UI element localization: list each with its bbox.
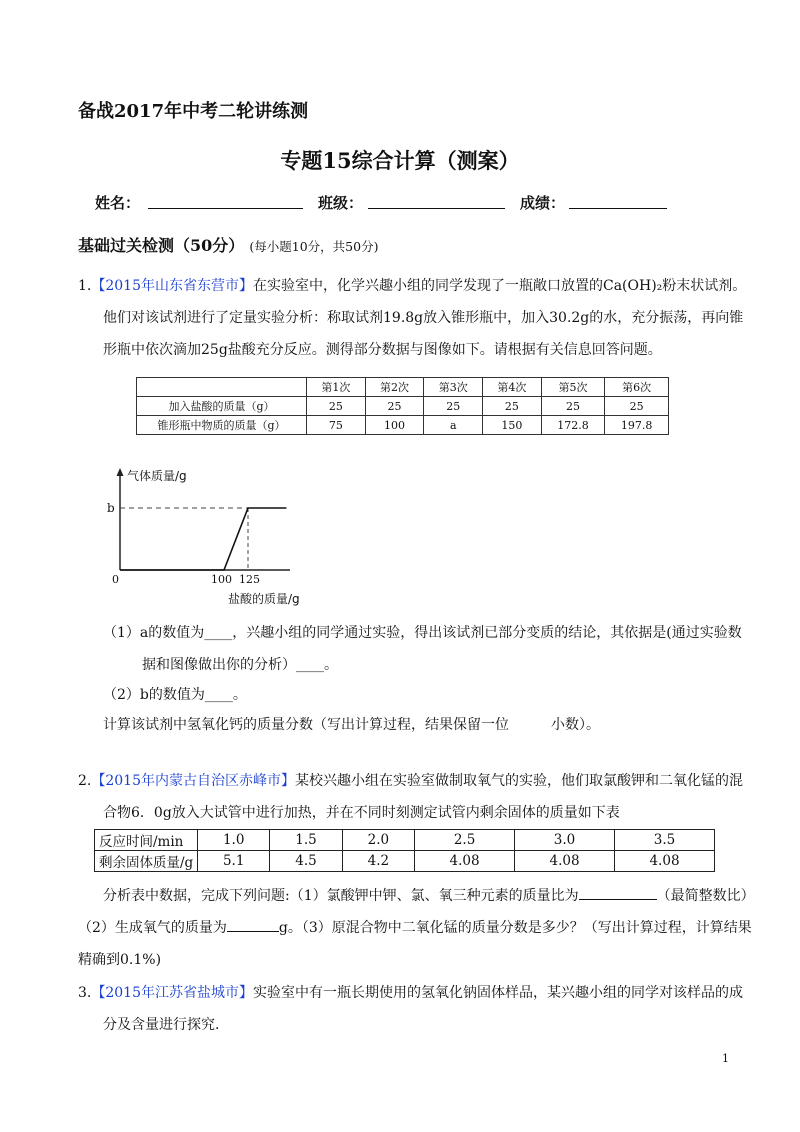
q2-source: 【2015年内蒙古自治区赤峰市】 [91,773,295,789]
table-header-cell: 第5次 [541,378,605,397]
table-cell: 172.8 [541,416,605,435]
table-cell: 5.1 [198,851,270,872]
q1-number: 1. [78,278,92,294]
q1-source: 【2015年山东省东营市】 [91,278,253,294]
q1-data-table [136,377,669,435]
table-cell: 25 [483,397,542,416]
origin-label: 0 [112,573,119,586]
name-label: 姓名： [95,194,141,212]
table-row [95,830,715,851]
table-header-cell: 第2次 [365,378,424,397]
table-cell: 4.5 [270,851,342,872]
table-header-cell: 第6次 [605,378,669,397]
q2-answer-blank-oxygen[interactable] [227,931,279,932]
y-axis-arrow [117,468,124,476]
table-cell: 197.8 [605,416,669,435]
table-cell: 75 [307,416,366,435]
q3-number: 3. [78,985,92,1001]
table-cell: 加入盐酸的质量（g） [137,397,307,416]
section-heading: 基础过关检测（50分） [78,236,245,255]
x-tick-125: 125 [239,573,260,586]
q2-data-table [94,829,715,872]
header-text: 备战2017年中考二轮讲练测 [78,101,309,122]
table-cell: 4.08 [515,851,615,872]
y-axis-label: 气体质量/g [127,469,187,483]
table-cell: 2.0 [342,830,414,851]
x-tick-100: 100 [211,573,232,586]
series-line [120,508,286,570]
table-cell: 锥形瓶中物质的质量（g） [137,416,307,435]
section-note: (每小题10分，共50分) [249,239,379,254]
q2-text3b: （最简整数比） [656,888,755,904]
q1-table-header-row [137,378,669,397]
q2-text3a: 分析表中数据，完成下列问题:（1）氯酸钾中钾、氯、氧三种元素的质量比为 [103,888,579,904]
table-cell: 25 [307,397,366,416]
table-cell: 4.08 [615,851,715,872]
q1-line1 [78,276,746,296]
table-cell: 25 [605,397,669,416]
table-cell: 剩余固体质量/g [95,851,198,872]
q1-sub3: 计算该试剂中氢氧化钙的质量分数（写出计算过程，结果保留一位 小数）。 [103,717,600,733]
table-cell: 25 [424,397,483,416]
table-header-cell: 第3次 [424,378,483,397]
section-heading-row [78,233,378,256]
table-cell: 25 [541,397,605,416]
q2-line1 [78,771,743,791]
class-blank[interactable] [368,208,505,209]
q1-sub1-b: 据和图像做出你的分析）____。 [142,657,338,673]
table-cell: 25 [365,397,424,416]
q2-line5: 精确到0.1%) [78,952,162,968]
page-title: 专题15综合计算（测案） [280,148,520,173]
q2-line3 [103,886,755,906]
table-cell: 4.2 [342,851,414,872]
q1-sub1-a: （1）a的数值为____，兴趣小组的同学通过实验，得出该试剂已部分变质的结论，其依据是(通过实验数 [103,625,742,641]
q2-text4b: g。（3）原混合物中二氧化锰的质量分数是多少？（写出计算过程，计算结果 [278,920,752,936]
table-cell: 1.5 [270,830,342,851]
q1-text1: 在实验室中，化学兴趣小组的同学发现了一瓶敞口放置的Ca(OH)₂粉末状试剂。 [253,278,747,294]
q3-line1 [78,983,743,1003]
q1-sub2: （2）b的数值为____。 [103,687,247,703]
q2-text4a: （2）生成氧气的质量为 [78,920,227,936]
table-cell: 3.0 [515,830,615,851]
q2-answer-blank-ratio[interactable] [579,899,657,900]
table-cell: 4.08 [415,851,515,872]
y-tick-b: b [107,501,115,515]
name-blank[interactable] [148,208,303,209]
table-header-cell [137,378,307,397]
x-axis-label: 盐酸的质量/g [228,592,300,606]
table-cell: 100 [365,416,424,435]
table-row [95,851,715,872]
table-cell: 150 [483,416,542,435]
q3-text1: 实验室中有一瓶长期使用的氢氧化钠固体样品，某兴趣小组的同学对该样品的成 [253,985,743,1001]
q1-line2: 他们对该试剂进行了定量实验分析：称取试剂19.8g放入锥形瓶中，加入30.2g的水，充分振荡，再向锥 [103,310,744,326]
q1-line3: 形瓶中依次滴加25g盐酸充分反应。测得部分数据与图像如下。请根据有关信息回答问题。 [103,342,662,358]
table-cell: a [424,416,483,435]
score-label: 成绩： [520,194,566,212]
table-cell: 2.5 [415,830,515,851]
table-cell: 反应时间/min [95,830,198,851]
table-header-cell: 第4次 [483,378,542,397]
table-row [137,416,669,435]
q2-number: 2. [78,773,92,789]
class-label: 班级： [318,194,364,212]
score-blank[interactable] [569,208,667,209]
gas-mass-chart [100,462,320,612]
q3-source: 【2015年江苏省盐城市】 [91,985,253,1001]
table-cell: 1.0 [198,830,270,851]
q2-line4 [78,918,752,938]
table-row [137,397,669,416]
q2-line2: 合物6．0g放入大试管中进行加热，并在不同时刻测定试管内剩余固体的质量如下表 [103,805,620,821]
page-number: 1 [722,1052,729,1065]
table-cell: 3.5 [615,830,715,851]
q3-line2: 分及含量进行探究. [103,1017,220,1033]
table-header-cell: 第1次 [307,378,366,397]
q2-text1: 某校兴趣小组在实验室做制取氧气的实验，他们取氯酸钾和二氧化锰的混 [295,773,743,789]
